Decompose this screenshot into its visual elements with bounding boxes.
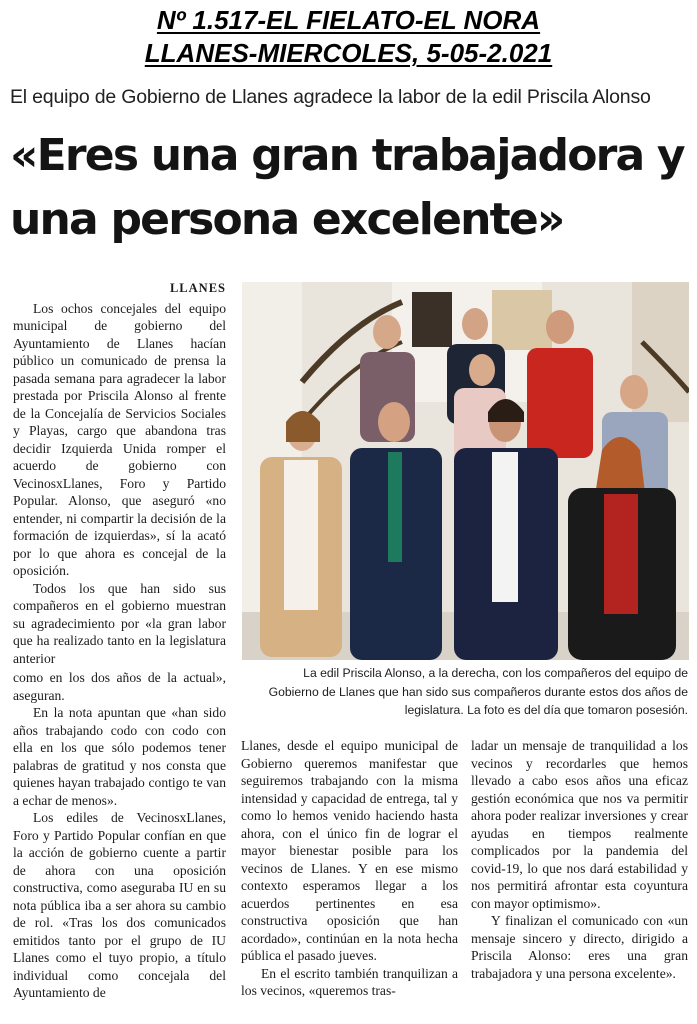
masthead-line-1: Nº 1.517-EL FIELATO-EL NORA (156, 5, 541, 35)
photo-caption: La edil Priscila Alonso, a la derecha, con los compañeros del equipo de Gobierno de Llanes que han sido sus compañeros durante estos dos años de legislatura. La foto es del día que tomaron posesión. (268, 666, 688, 717)
paragraph-1: Los ochos concejales del equipo municipal de gobierno del Ayuntamiento de Llanes hacían público un comunicado de prensa la pasada semana para agradecer la labor prestada por Priscila Alonso al frente de la Concejalía de Servicios Sociales y Playas, cargo que abandona tras decidir Izquierda Unida romper el acuerdo de gobierno con VecinosxLlanes, Foro y Partido Popular. Alonso, que aseguró «no entender, ni compartir la decisión de la formación de izquierdas», sí la acató por lo que ahora es concejal de la oposición. (13, 300, 226, 578)
headline-line-2: una persona excelente» (10, 194, 564, 245)
paragraph-2-continued: como en los dos años de la actual», aseguran. (13, 670, 226, 703)
group-photo-illustration (242, 282, 689, 660)
article-photo (242, 282, 689, 660)
column-2 (241, 737, 458, 1000)
masthead (0, 4, 697, 70)
masthead-line-2: LLANES-MIERCOLES, 5-05-2.021 (144, 38, 553, 68)
column-3 (471, 737, 688, 982)
paragraph-6: En el escrito también tranquilizan a los vecinos, «queremos tras- (241, 965, 458, 998)
article-headline (10, 124, 692, 252)
paragraph-4: Los ediles de VecinosxLlanes, Foro y Partido Popular confían en que la acción de gobierno cuente a partir de ahora con una oposición constructiva, como aseguraba IU en su nota pública iba a ser ahora su cambio de rol. «Tras los dos comunicados emitidos tanto por el grupo de IU Llanes como el tuyo propio, a título individual como concejala del Ayuntamiento de (13, 810, 226, 1000)
paragraph-7: ladar un mensaje de tranquilidad a los vecinos y recordarles que hemos llevado a cabo esos años una eficaz gestión económica que nos va permitir ahora poder realizar inversiones y crear ayudas en tiempos realmente complicados por la pandemia del covid-19, lo que nos dará estabilidad y nos permitirá afrontar esta coyuntura con mayor optimismo». (471, 738, 688, 911)
paragraph-8: Y finalizan el comunicado con «un mensaje sincero y directo, dirigido a Priscila Alonso: eres una gran trabajadora y una persona excelente». (471, 913, 688, 981)
paragraph-3: En la nota apuntan que «han sido años trabajando codo con codo con ella en los que sólo podemos tener palabras de gratitud y nos consta que quienes hayan trabajado contigo te van a echar de menos». (13, 705, 226, 808)
paragraph-5: Llanes, desde el equipo municipal de Gobierno queremos manifestar que seguiremos trabajando con la misma intensidad y capacidad de entrega, tal y como lo hemos venido haciendo hasta ahora, con el único fin de lograr el mayor bienestar posible para los vecinos de Llanes. Y en ese mismo contexto esperamos llegar a los acuerdos pertinentes en esa constructiva oposición que han acordado», continúan en la nota hecha pública el pasado jueves. (241, 738, 458, 963)
column-1-bottom (13, 669, 226, 1002)
article-kicker: El equipo de Gobierno de Llanes agradece la labor de la edil Priscila Alonso (10, 86, 651, 108)
headline-line-1: «Eres una gran trabajadora y (10, 130, 684, 181)
paragraph-2: Todos los que han sido sus compañeros en el gobierno muestran su agradecimiento por «la gran labor que ha realizado tanto en la legislatura anterior (13, 580, 226, 666)
column-1-top (13, 280, 226, 667)
byline: LLANES (169, 281, 226, 295)
